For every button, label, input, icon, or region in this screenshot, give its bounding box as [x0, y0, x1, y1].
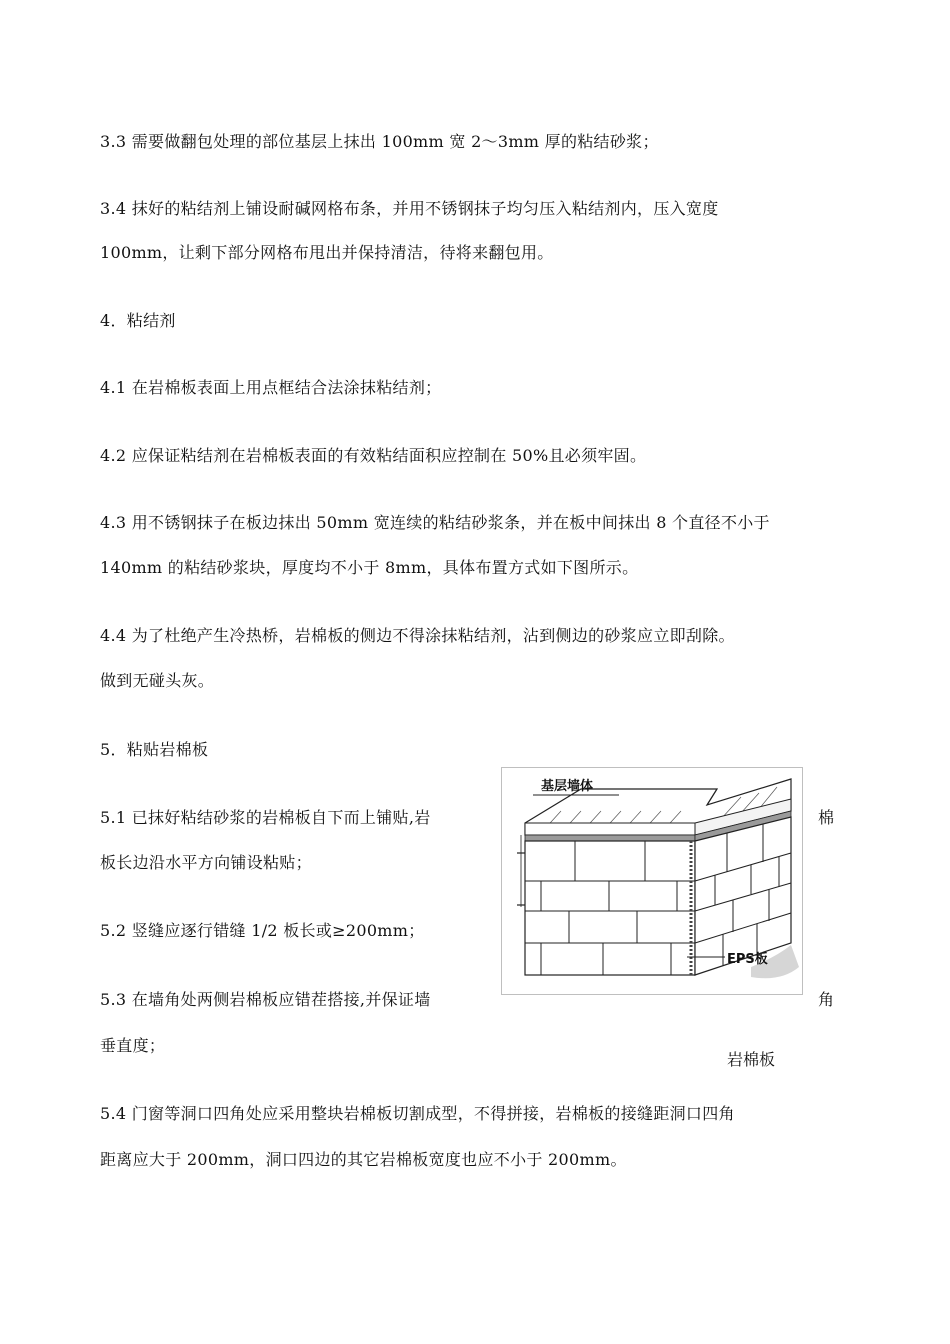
line-4-1: 4.1 在岩棉板表面上用点框结合法涂抹粘结剂； [100, 378, 442, 397]
line-3-4-a: 3.4 抹好的粘结剂上铺设耐碱网格布条，并用不锈钢抹子均匀压入粘结剂内，压入宽度 [100, 199, 719, 218]
figure-caption: 岩棉板 [727, 1050, 776, 1069]
line-4-4-a: 4.4 为了杜绝产生冷热桥，岩棉板的侧边不得涂抹粘结剂，沾到侧边的砂浆应立即刮除。 [100, 626, 735, 645]
line-5-3-a: 5.3 在墙角处两侧岩棉板应错茬搭接,并保证墙 [100, 990, 431, 1009]
line-5-1-a: 5.1 已抹好粘结砂浆的岩棉板自下而上铺贴,岩 [100, 808, 431, 827]
base-wall-front-edge [525, 823, 695, 835]
eps-board-label: EPS板 [727, 952, 768, 967]
wall-diagram-figure [501, 767, 803, 995]
line-4-4-b: 做到无碰头灰。 [100, 671, 215, 690]
line-5-3-b: 垂直度； [100, 1036, 166, 1055]
line-5-3-right: 角 [818, 990, 835, 1009]
line-3-4-b: 100mm，让剩下部分网格布甩出并保持清洁，待将来翻包用。 [100, 243, 554, 262]
line-4-2: 4.2 应保证粘结剂在岩棉板表面的有效粘结面积应控制在 50%且必须牢固。 [100, 446, 647, 465]
line-5-1-b: 板长边沿水平方向铺设粘贴； [100, 853, 312, 872]
line-4-3-b: 140mm 的粘结砂浆块，厚度均不小于 8mm，具体布置方式如下图所示。 [100, 558, 639, 577]
heading-5: 5．粘贴岩棉板 [100, 740, 209, 759]
line-5-1-right: 棉 [818, 808, 835, 827]
adhesive-layer-front [525, 835, 695, 841]
line-3-3: 3.3 需要做翻包处理的部位基层上抹出 100mm 宽 2～3mm 厚的粘结砂浆； [100, 132, 659, 151]
base-wall-label: 基层墙体 [541, 779, 594, 794]
line-5-4-a: 5.4 门窗等洞口四角处应采用整块岩棉板切割成型，不得拼接，岩棉板的接缝距洞口四角 [100, 1104, 735, 1123]
heading-4: 4．粘结剂 [100, 311, 176, 330]
front-board-face [525, 841, 695, 975]
line-5-2: 5.2 竖缝应逐行错缝 1/2 板长或≥200mm； [100, 921, 425, 940]
line-5-4-b: 距离应大于 200mm，洞口四边的其它岩棉板宽度也应不小于 200mm。 [100, 1150, 627, 1169]
line-4-3-a: 4.3 用不锈钢抹子在板边抹出 50mm 宽连续的粘结砂浆条，并在板中间抹出 8 个直径不小于 [100, 513, 770, 532]
